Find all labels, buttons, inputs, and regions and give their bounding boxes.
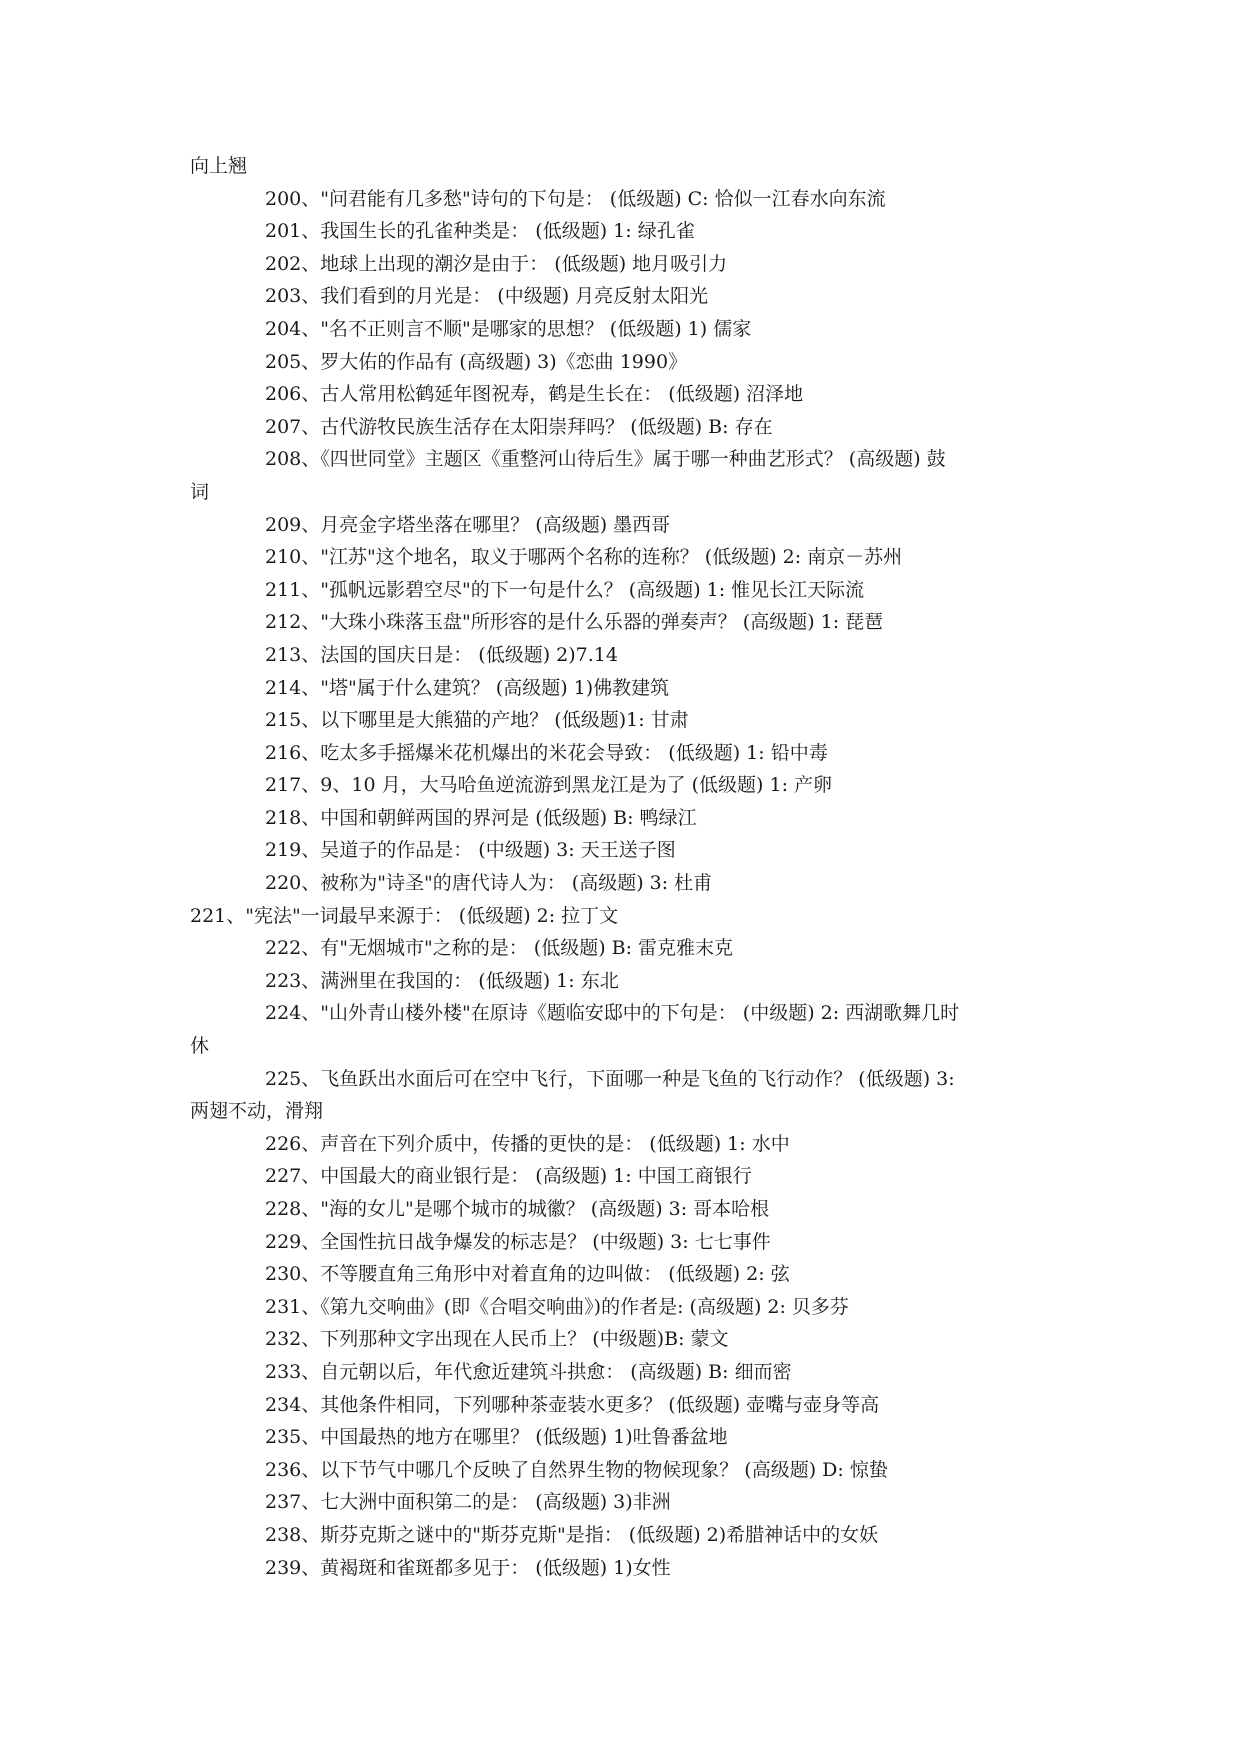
text-line: 227、中国最大的商业银行是： (高级题) 1: 中国工商银行	[265, 1165, 752, 1188]
text-line: 向上翘	[190, 155, 248, 177]
text-line: 218、中国和朝鲜两国的界河是 (低级题) B: 鸭绿江	[265, 806, 697, 829]
text-line: 225、飞鱼跃出水面后可在空中飞行，下面哪一种是飞鱼的飞行动作？ (低级题) 3:	[265, 1067, 955, 1090]
text-line: 214、"塔"属于什么建筑？ (高级题) 1)佛教建筑	[265, 676, 670, 699]
text-line: 200、"问君能有几多愁"诗句的下句是： (低级题) C: 恰似一江春水向东流	[265, 187, 886, 210]
text-line: 223、满洲里在我国的： (低级题) 1: 东北	[265, 969, 619, 992]
text-line: 231、《第九交响曲》(即《合唱交响曲》)的作者是: (高级题) 2: 贝多芬	[265, 1295, 849, 1318]
text-line: 216、吃太多手摇爆米花机爆出的米花会导致： (低级题) 1: 铅中毒	[265, 741, 828, 764]
text-line: 209、月亮金字塔坐落在哪里？ (高级题) 墨西哥	[265, 513, 671, 536]
text-line: 206、古人常用松鹤延年图祝寿，鹤是生长在： (低级题) 沼泽地	[265, 383, 804, 406]
text-line: 207、古代游牧民族生活存在太阳崇拜吗？ (低级题) B: 存在	[265, 415, 773, 438]
text-line: 222、有"无烟城市"之称的是： (低级题) B: 雷克雅末克	[265, 937, 734, 960]
text-line: 236、以下节气中哪几个反映了自然界生物的物候现象？ (高级题) D: 惊蛰	[265, 1458, 888, 1481]
text-line: 208、《四世同堂》主题区《重整河山待后生》属于哪一种曲艺形式？ (高级题) 鼓	[265, 448, 946, 471]
text-line: 212、"大珠小珠落玉盘"所形容的是什么乐器的弹奏声？ (高级题) 1: 琵琶	[265, 611, 884, 634]
text-line: 217、9、10 月，大马哈鱼逆流游到黑龙江是为了 (低级题) 1: 产卵	[265, 774, 833, 797]
text-line: 230、不等腰直角三角形中对着直角的边叫做： (低级题) 2: 弦	[265, 1263, 790, 1286]
text-line: 202、地球上出现的潮汐是由于： (低级题) 地月吸引力	[265, 252, 728, 275]
text-line: 203、我们看到的月光是： (中级题) 月亮反射太阳光	[265, 285, 709, 308]
text-line: 219、吴道子的作品是： (中级题) 3: 天王送子图	[265, 839, 676, 862]
text-line: 201、我国生长的孔雀种类是： (低级题) 1: 绿孔雀	[265, 220, 695, 243]
text-line: 211、"孤帆远影碧空尽"的下一句是什么？ (高级题) 1: 惟见长江天际流	[265, 578, 865, 601]
text-line: 215、以下哪里是大熊猫的产地？ (低级题)1: 甘肃	[265, 709, 689, 732]
text-line: 233、自元朝以后，年代愈近建筑斗拱愈： (高级题) B: 细而密	[265, 1360, 792, 1383]
document-body	[190, 150, 1060, 1584]
text-line: 两翅不动，滑翔	[190, 1100, 324, 1123]
text-line: 224、"山外青山楼外楼"在原诗《题临安邸中的下句是： (中级题) 2: 西湖歌舞几时	[265, 1002, 960, 1025]
text-line: 237、七大洲中面积第二的是： (高级题) 3)非洲	[265, 1491, 671, 1514]
text-line: 226、声音在下列介质中，传播的更快的是： (低级题) 1: 水中	[265, 1132, 790, 1155]
text-line: 228、"海的女儿"是哪个城市的城徽？ (高级题) 3: 哥本哈根	[265, 1198, 770, 1220]
text-line: 239、黄褐斑和雀斑都多见于： (低级题) 1)女性	[265, 1556, 671, 1579]
text-line: 220、被称为"诗圣"的唐代诗人为： (高级题) 3: 杜甫	[265, 872, 713, 895]
text-line: 235、中国最热的地方在哪里？ (低级题) 1)吐鲁番盆地	[265, 1426, 728, 1449]
text-line: 213、法国的国庆日是： (低级题) 2)7.14	[265, 643, 618, 666]
text-line: 休	[190, 1035, 210, 1058]
text-line: 229、全国性抗日战争爆发的标志是？ (中级题) 3: 七七事件	[265, 1230, 771, 1253]
text-line: 205、罗大佑的作品有 (高级题) 3)《恋曲 1990》	[265, 350, 688, 373]
text-line: 词	[190, 480, 210, 503]
text-line: 234、其他条件相同，下列哪种茶壶装水更多？ (低级题) 壶嘴与壶身等高	[265, 1393, 880, 1416]
text-line: 210、"江苏"这个地名，取义于哪两个名称的连称？ (低级题) 2: 南京－苏州	[265, 546, 903, 569]
text-line: 204、"名不正则言不顺"是哪家的思想？ (低级题) 1) 儒家	[265, 317, 752, 340]
text-line: 221、"宪法"一词最早来源于： (低级题) 2: 拉丁文	[190, 904, 619, 927]
text-line: 238、斯芬克斯之谜中的"斯芬克斯"是指： (低级题) 2)希腊神话中的女妖	[265, 1523, 879, 1546]
text-line: 232、下列那种文字出现在人民币上？ (中级题)B: 蒙文	[265, 1328, 729, 1351]
